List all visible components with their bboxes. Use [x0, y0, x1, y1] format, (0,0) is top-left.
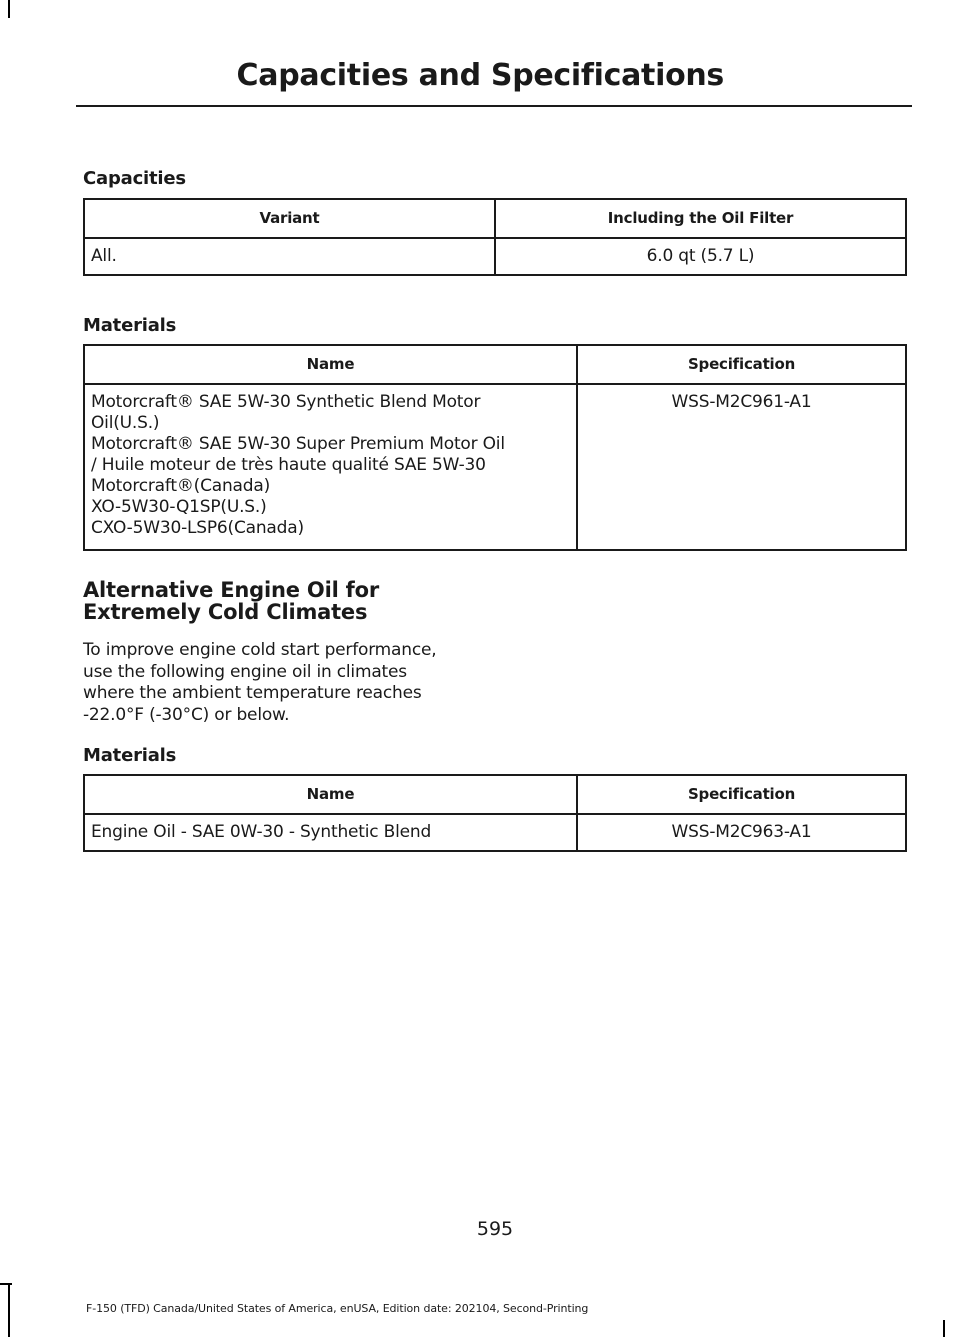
materials-table [83, 344, 907, 551]
cold-climate-materials-table [83, 774, 907, 852]
table-header-row [84, 199, 906, 238]
paragraph-line: where the ambient temperature reaches [83, 683, 422, 703]
column-header-name: Name [84, 345, 577, 384]
table-row [84, 384, 906, 550]
heading-line: Alternative Engine Oil for [83, 578, 379, 602]
column-header-specification: Specification [577, 345, 906, 384]
material-name-line: CXO-5W30-LSP6(Canada) [91, 518, 304, 538]
footer-edition-text: F-150 (TFD) Canada/United States of America, enUSA, Edition date: 202104, Second-Printing [86, 1302, 589, 1315]
material-name-line: / Huile moteur de très haute qualité SAE 5W-30 [91, 455, 486, 475]
crop-mark-top-left [8, 0, 10, 18]
paragraph-line: use the following engine oil in climates [83, 661, 407, 682]
materials-heading: Materials [83, 315, 177, 336]
capacities-heading: Capacities [83, 168, 186, 189]
material-name-cell [84, 384, 577, 550]
material-name-line: Oil(U.S.) [91, 413, 160, 433]
crop-mark-bottom-left-h [0, 1283, 12, 1285]
capacity-cell: 6.0 qt (5.7 L) [495, 238, 906, 275]
page-title: Capacities and Specifications [236, 58, 724, 93]
capacities-table [83, 198, 907, 276]
material-name-line: Motorcraft® SAE 5W-30 Super Premium Motor Oil [91, 434, 505, 454]
material-name-line: Motorcraft® SAE 5W-30 Synthetic Blend Motor [91, 392, 481, 412]
paragraph-line: To improve engine cold start performance, [83, 640, 437, 660]
page-number: 595 [476, 1218, 514, 1240]
column-header-including-oil-filter: Including the Oil Filter [495, 199, 906, 238]
table-header-row [84, 775, 906, 814]
crop-mark-bottom-left [8, 1283, 10, 1337]
table-row [84, 238, 906, 275]
material-name-cell: Engine Oil - SAE 0W-30 - Synthetic Blend [84, 814, 577, 851]
column-header-specification: Specification [577, 775, 906, 814]
alternative-oil-heading [83, 579, 379, 623]
variant-cell: All. [84, 238, 495, 275]
alternative-oil-paragraph [83, 640, 503, 726]
title-divider [76, 105, 912, 107]
heading-line: Extremely Cold Climates [83, 600, 368, 624]
table-header-row [84, 345, 906, 384]
table-row [84, 814, 906, 851]
crop-mark-bottom-right [943, 1320, 945, 1337]
material-name-line: XO-5W30-Q1SP(U.S.) [91, 497, 267, 517]
specification-cell: WSS-M2C961-A1 [577, 384, 906, 550]
specification-cell: WSS-M2C963-A1 [577, 814, 906, 851]
column-header-variant: Variant [84, 199, 495, 238]
column-header-name: Name [84, 775, 577, 814]
material-name-line: Motorcraft®(Canada) [91, 476, 271, 496]
materials-heading-cold: Materials [83, 745, 177, 766]
paragraph-line: -22.0°F (-30°C) or below. [83, 704, 290, 725]
